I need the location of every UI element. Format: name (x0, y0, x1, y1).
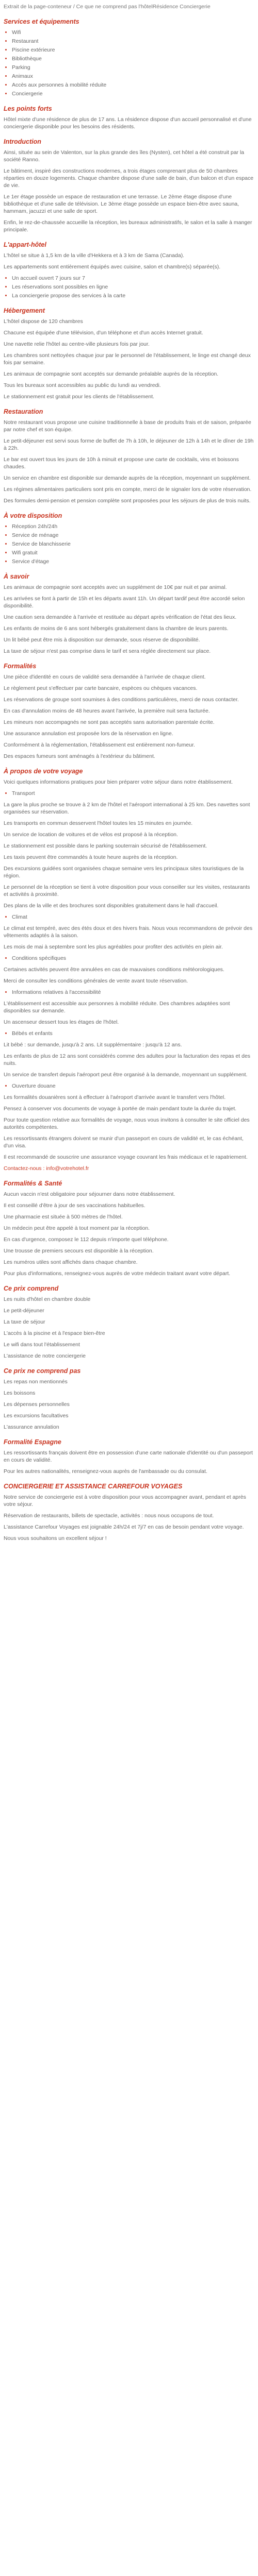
top-note: Extrait de la page-conteneur / Ce que ne comprend pas l'hôtelRésidence Conciergerie (4, 4, 211, 10)
list-item: • Transport (12, 790, 254, 797)
paragraph: Les numéros utiles sont affichés dans chaque chambre. (4, 1259, 138, 1265)
paragraph: Le wifi dans tout l'établissement (4, 1342, 80, 1348)
paragraph: Un service de location de voitures et de vélos est proposé à la réception. (4, 832, 178, 838)
paragraph: Chacune est équipée d'une télévision, d'un téléphone et d'un accès Internet gratuit. (4, 330, 203, 336)
list-item: • Conditions spécifiques (12, 955, 254, 962)
service-item: • Conciergerie (12, 90, 254, 97)
appart-hotel-list (4, 275, 254, 299)
paragraph: Il est recommandé de souscrire une assurance voyage couvrant les frais médicaux et le rapatriement. (4, 1154, 248, 1160)
paragraph: Le personnel de la réception se tient à votre disposition pour vous conseiller sur les visites, restaurants et activités à proximité. (4, 884, 250, 897)
paragraph: Le bar est ouvert tous les jours de 10h à minuit et propose une carte de cocktails, vins et boissons chaudes. (4, 456, 239, 470)
paragraph: Nous vous souhaitons un excellent séjour ! (4, 1535, 107, 1541)
paragraph: Voici quelques informations pratiques pour bien préparer votre séjour dans notre établissement. (4, 779, 233, 785)
service-item: • Parking (12, 64, 254, 71)
paragraph: Les enfants de moins de 6 ans sont hébergés gratuitement dans la chambre de leurs parents. (4, 625, 229, 632)
paragraph: Les formalités douanières sont à effectuer à l'aéroport d'arrivée avant le transfert vers l'hôtel. (4, 1094, 226, 1100)
paragraph: Les réservations de groupe sont soumises à des conditions particulières, merci de nous contacter. (4, 697, 239, 703)
list-item: • Les réservations sont possibles en ligne (12, 283, 254, 291)
paragraph: L'accès à la piscine et à l'espace bien-être (4, 1330, 105, 1336)
disposition-title: À votre disposition (4, 512, 62, 519)
paragraph: Le stationnement est possible dans le parking souterrain sécurisé de l'établissement. (4, 843, 207, 849)
services-title: Services et équipements (4, 18, 79, 25)
paragraph: La taxe de séjour (4, 1319, 45, 1325)
paragraph: Les mineurs non accompagnés ne sont pas acceptés sans autorisation parentale écrite. (4, 719, 215, 725)
paragraph: Le bâtiment, inspiré des constructions modernes, a trois étages comprenant plus de 50 chambres réparties en douze logements. Chaque chambre dispose d'une salle de bain, d'un balcon et d'un espace de vie. (4, 168, 254, 189)
services-list (4, 29, 254, 97)
formalites-title: Formalités (4, 663, 37, 670)
paragraph: Le petit-déjeuner (4, 1308, 44, 1314)
contact-link[interactable]: Contactez-nous : info@votrehotel.fr (4, 1165, 89, 1172)
formalite-espagne-title: Formalité Espagne (4, 1438, 61, 1446)
paragraph: En cas d'annulation moins de 48 heures avant l'arrivée, la première nuit sera facturée. (4, 708, 210, 714)
paragraph: Pour les autres nationalités, renseignez-vous auprès de l'ambassade ou du consulat. (4, 1468, 207, 1475)
paragraph: L'établissement est accessible aux personnes à mobilité réduite. Des chambres adaptées sont disponibles sur demande. (4, 1001, 230, 1014)
paragraph: L'hôtel se situe à 1,5 km de la ville d'Hekkera et à 3 km de Sama (Canada). (4, 252, 185, 259)
paragraph: Pour toute question relative aux formalités de voyage, nous vous invitons à consulter le site officiel des autorités compétentes. (4, 1117, 250, 1130)
propos-list-5 (4, 1030, 254, 1037)
paragraph: Les chambres sont nettoyées chaque jour par le personnel de l'établissement, le linge est changé deux fois par semaine. (4, 352, 251, 366)
paragraph: Les taxis peuvent être commandés à toute heure auprès de la réception. (4, 854, 178, 860)
paragraph: Un service en chambre est disponible sur demande auprès de la réception, moyennant un supplément. (4, 475, 251, 481)
paragraph: Le climat est tempéré, avec des étés doux et des hivers frais. Nous vous recommandons de prévoir des vêtements adaptés à la saison. (4, 925, 253, 939)
paragraph: Les mois de mai à septembre sont les plus agréables pour profiter des activités en plein air. (4, 944, 223, 950)
paragraph: L'assistance de notre conciergerie (4, 1353, 86, 1359)
paragraph: Merci de consulter les conditions générales de vente avant toute réservation. (4, 978, 188, 984)
list-item: • Bébés et enfants (12, 1030, 254, 1037)
points-forts-text: Hôtel mixte d'une résidence de plus de 17 ans. La résidence dispose d'un accueil personnalisé et d'une conciergerie disponible pour les besoins des résidents. (4, 116, 252, 130)
paragraph: Enfin, le rez-de-chaussée accueille la réception, les bureaux administratifs, le salon et la salle à manger principale. (4, 219, 252, 233)
list-item: • Wifi gratuit (12, 549, 254, 556)
paragraph: La gare la plus proche se trouve à 2 km de l'hôtel et l'aéroport international à 25 km. Des navettes sont organisées sur réservation. (4, 802, 250, 815)
paragraph: Une pièce d'identité en cours de validité sera demandée à l'arrivée de chaque client. (4, 674, 206, 680)
hebergement-subtitle: L'hôtel dispose de 120 chambres (4, 318, 83, 325)
paragraph: Une pharmacie est située à 500 mètres de l'hôtel. (4, 1214, 123, 1220)
propos-list-3 (4, 955, 254, 962)
paragraph: Le stationnement est gratuit pour les clients de l'établissement. (4, 394, 155, 400)
paragraph: Les appartements sont entièrement équipés avec cuisine, salon et chambre(s) séparée(s). (4, 264, 221, 270)
paragraph: Le règlement peut s'effectuer par carte bancaire, espèces ou chèques vacances. (4, 685, 198, 691)
paragraph: Tous les bureaux sont accessibles au public du lundi au vendredi. (4, 382, 161, 388)
paragraph: Des espaces fumeurs sont aménagés à l'extérieur du bâtiment. (4, 753, 155, 759)
service-item: • Animaux (12, 73, 254, 80)
paragraph: Pour plus d'informations, renseignez-vous auprès de votre médecin traitant avant votre départ. (4, 1270, 231, 1277)
paragraph: Les excursions facultatives (4, 1413, 69, 1419)
paragraph: Les enfants de plus de 12 ans sont considérés comme des adultes pour la facturation des repas et des nuits. (4, 1053, 251, 1066)
a-savoir-title: À savoir (4, 573, 29, 580)
points-forts-title: Les points forts (4, 105, 52, 112)
paragraph: Les régimes alimentaires particuliers sont pris en compte, merci de le signaler lors de votre réservation. (4, 486, 252, 493)
paragraph: Les arrivées se font à partir de 15h et les départs avant 11h. Un départ tardif peut être accordé selon disponibilité. (4, 596, 245, 609)
paragraph: Lit bébé : sur demande, jusqu'à 2 ans. Lit supplémentaire : jusqu'à 12 ans. (4, 1042, 182, 1048)
propos-list (4, 790, 254, 797)
paragraph: Le petit-déjeuner est servi sous forme de buffet de 7h à 10h, le déjeuner de 12h à 14h et le dîner de 19h à 22h. (4, 438, 254, 451)
list-item: • Service de blanchisserie (12, 540, 254, 548)
paragraph: En cas d'urgence, composez le 112 depuis n'importe quel téléphone. (4, 1236, 169, 1243)
paragraph: Les nuits d'hôtel en chambre double (4, 1296, 91, 1302)
paragraph: Les dépenses personnelles (4, 1401, 70, 1408)
paragraph: Une navette relie l'hôtel au centre-ville plusieurs fois par jour. (4, 341, 150, 347)
paragraph: Les animaux de compagnie sont acceptés sur demande préalable auprès de la réception. (4, 371, 219, 377)
paragraph: Conformément à la réglementation, l'établissement est entièrement non-fumeur. (4, 742, 195, 748)
paragraph: Ainsi, située au sein de Valenton, sur la plus grande des îles (Nysten), cet hôtel a été construit par la société Ranno. (4, 149, 245, 163)
paragraph: Notre service de conciergerie est à votre disposition pour vous accompagner avant, pendant et après votre séjour. (4, 1494, 246, 1507)
paragraph: Les ressortissants français doivent être en possession d'une carte nationale d'identité ou d'un passeport en cours de validité. (4, 1450, 253, 1463)
conciergerie-title: CONCIERGERIE ET ASSISTANCE CARREFOUR VOYAGES (4, 1483, 183, 1490)
paragraph: Certaines activités peuvent être annulées en cas de mauvaises conditions météorologiques. (4, 967, 224, 973)
paragraph: Réservation de restaurants, billets de spectacle, activités : nous nous occupons de tout. (4, 1513, 214, 1519)
paragraph: Une trousse de premiers secours est disponible à la réception. (4, 1248, 154, 1254)
introduction-title: Introduction (4, 138, 41, 145)
paragraph: Des excursions guidées sont organisées chaque semaine vers les principaux sites touristiques de la région. (4, 866, 244, 879)
list-item: • Réception 24h/24h (12, 523, 254, 530)
list-item: • Climat (12, 913, 254, 921)
paragraph: Une caution sera demandée à l'arrivée et restituée au départ après vérification de l'état des lieux. (4, 614, 237, 620)
paragraph: Notre restaurant vous propose une cuisine traditionnelle à base de produits frais et de saison, préparée par notre chef et son équipe. (4, 419, 251, 433)
formalites-sante-title: Formalités & Santé (4, 1180, 62, 1187)
prix-ne-comprend-title: Ce prix ne comprend pas (4, 1367, 81, 1375)
propos-list-2 (4, 913, 254, 921)
service-item: • Piscine extérieure (12, 46, 254, 54)
paragraph: Les repas non mentionnés (4, 1379, 68, 1385)
paragraph: Des plans de la ville et des brochures sont disponibles gratuitement dans le hall d'accueil. (4, 903, 219, 909)
hebergement-title: Hébergement (4, 307, 45, 314)
paragraph: L'assistance Carrefour Voyages est joignable 24h/24 et 7j/7 en cas de besoin pendant votre voyage. (4, 1524, 244, 1530)
service-item: • Accès aux personnes à mobilité réduite (12, 81, 254, 89)
list-item: • La conciergerie propose des services à la carte (12, 292, 254, 299)
appart-hotel-title: L'appart-hôtel (4, 241, 46, 248)
paragraph: Les boissons (4, 1390, 36, 1396)
paragraph: Une assurance annulation est proposée lors de la réservation en ligne. (4, 731, 173, 737)
paragraph: Les transports en commun desservent l'hôtel toutes les 15 minutes en journée. (4, 820, 193, 826)
list-item: • Service de ménage (12, 532, 254, 539)
disposition-list (4, 523, 254, 565)
paragraph: Des formules demi-pension et pension complète sont proposées pour les séjours de plus de trois nuits. (4, 498, 251, 504)
paragraph: Les animaux de compagnie sont acceptés avec un supplément de 10€ par nuit et par animal. (4, 584, 227, 590)
paragraph: Un ascenseur dessert tous les étages de l'hôtel. (4, 1019, 119, 1025)
paragraph: Aucun vaccin n'est obligatoire pour séjourner dans notre établissement. (4, 1191, 175, 1197)
list-item: • Informations relatives à l'accessibilité (12, 989, 254, 996)
paragraph: Le 1er étage possède un espace de restauration et une terrasse. Le 2ème étage dispose d'une bibliothèque et d'une salle de télévision. Le 3ème étage possède un espace bien-être avec sauna, hammam, jacuzzi et une salle de sport. (4, 194, 239, 214)
paragraph: La taxe de séjour n'est pas comprise dans le tarif et sera réglée directement sur place. (4, 648, 211, 654)
service-item: • Bibliothèque (12, 55, 254, 62)
service-item: • Restaurant (12, 38, 254, 45)
paragraph: Pensez à conserver vos documents de voyage à portée de main pendant toute la durée du trajet. (4, 1106, 237, 1112)
propos-title: À propos de votre voyage (4, 768, 83, 775)
paragraph: Un lit bébé peut être mis à disposition sur demande, sous réserve de disponibilité. (4, 637, 200, 643)
paragraph: Un médecin peut être appelé à tout moment par la réception. (4, 1225, 150, 1231)
paragraph: Il est conseillé d'être à jour de ses vaccinations habituelles. (4, 1202, 146, 1209)
list-item: • Un accueil ouvert 7 jours sur 7 (12, 275, 254, 282)
paragraph: Les ressortissants étrangers doivent se munir d'un passeport en cours de validité et, le cas échéant, d'un visa. (4, 1136, 244, 1149)
restauration-title: Restauration (4, 408, 43, 415)
paragraph: Un service de transfert depuis l'aéroport peut être organisé à la demande, moyennant un supplément. (4, 1072, 248, 1078)
propos-list-4 (4, 989, 254, 996)
service-item: • Wifi (12, 29, 254, 36)
transfert-list (4, 1082, 254, 1090)
prix-comprend-title: Ce prix comprend (4, 1285, 59, 1292)
list-item: • Service d'étage (12, 558, 254, 565)
list-item: • Ouverture douane (12, 1082, 254, 1090)
paragraph: L'assurance annulation (4, 1424, 59, 1430)
